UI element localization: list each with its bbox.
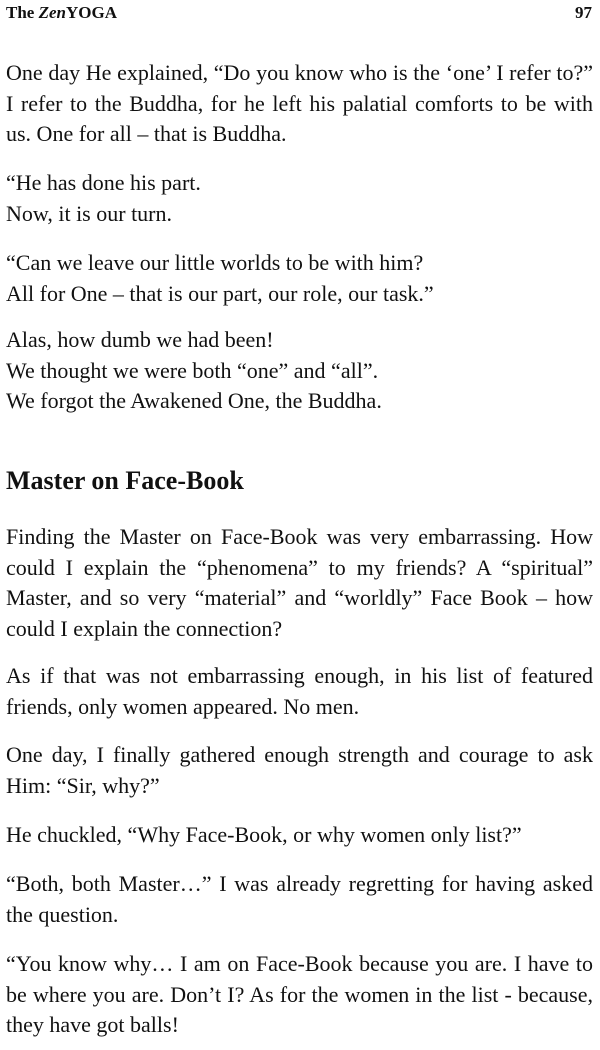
line: We forgot the Awakened One, the Buddha. [6, 388, 382, 413]
paragraph-ask-him [6, 740, 593, 801]
paragraph-text: “Both, both Master…” I was already regretting for having asked the question. [6, 871, 593, 927]
line: Now, it is our turn. [6, 200, 173, 226]
line: All for One – that is our part, our role, our task.” [6, 280, 434, 306]
paragraph-text: He chuckled, “Why Face-Book, or why women only list?” [6, 822, 522, 847]
line: “Can we leave our little worlds to be with him? [6, 250, 424, 275]
paragraph-finding-master [6, 522, 593, 644]
line: We thought we were both “one” and “all”. [6, 357, 379, 383]
paragraph-chuckled [6, 820, 593, 851]
paragraph-both-master [6, 869, 593, 930]
paragraph-text: One day He explained, “Do you know who is the ‘one’ I refer to?” I refer to the Buddha, for he left his palatial comforts to be with us. One for all – that is Buddha. [6, 60, 593, 146]
paragraph-you-know-why [6, 949, 593, 1041]
page-number: 97 [575, 3, 592, 22]
running-title: The ZenYOGA [6, 3, 117, 22]
paragraph-his-part [6, 168, 593, 229]
paragraph-text: As if that was not embarrassing enough, in his list of featured friends, only women appeared. No men. [6, 663, 593, 719]
paragraph-text: “You know why… I am on Face-Book because you are. I have to be where you are. Don’t I? As for the women in the list - because, they have got balls! [6, 951, 593, 1037]
paragraph-text: One day, I finally gathered enough strength and courage to ask Him: “Sir, why?” [6, 742, 593, 798]
running-header [6, 2, 594, 26]
line: “He has done his part. [6, 170, 201, 195]
running-title-italic: Zen [38, 3, 66, 22]
paragraph-buddha-explained [6, 58, 593, 150]
paragraph-text: Finding the Master on Face-Book was very embarrassing. How could I explain the “phenomena” to my friends? A “spiritual” Master, and so very “material” and “worldly” Face Book – how could I explain the connection? [6, 524, 593, 641]
section-heading: Master on Face-Book [6, 466, 244, 495]
paragraph-alas [6, 325, 593, 417]
line: Alas, how dumb we had been! [6, 327, 274, 352]
paragraph-featured-friends [6, 661, 593, 722]
paragraph-little-worlds [6, 248, 593, 309]
